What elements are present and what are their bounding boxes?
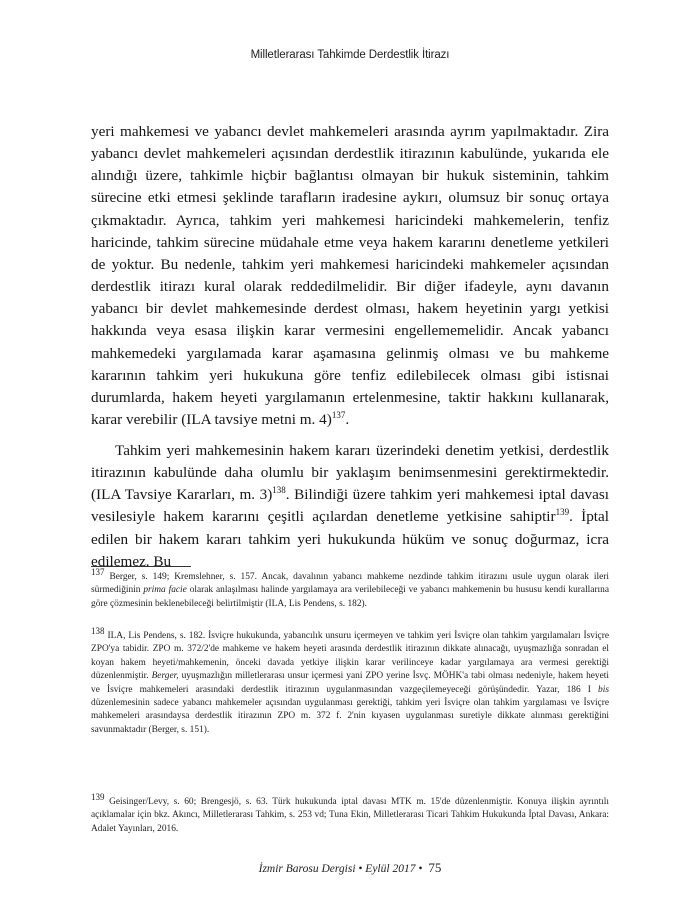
journal-name: İzmir Barosu Dergisi • Eylül 2017 • xyxy=(258,863,423,875)
paragraph-text: Tahkim yeri mahkemesinin hakem kararı üzerindeki denetim yetkisi, derdestlik itirazının kabulünde daha olumlu bir yaklaşım benimsenmesini gerektirmektedir. (ILA Tavsiye Kararları, m. 3) xyxy=(91,442,609,504)
footnote-text-end: düzenlemesinin sadece yabancı mahkemeler açısından uygulanması gerektiği, tahkim yeri İsviçre olan tahkim yargılaması ve İsviçre mahkemeleri arasındaysa derdestlik itirazının ZPO m. 372 f. 2'nin kıyasen uygulanması suretiyle dikkate alınması gerektiğini savunmaktadır (Berger, s. 151). xyxy=(91,698,609,735)
body-paragraph-1 xyxy=(91,121,609,431)
footnote-number: 138 xyxy=(91,625,105,636)
footnote-italic: prima facie xyxy=(143,585,187,596)
footnote-number: 137 xyxy=(91,566,105,577)
footnote-ref-139[interactable]: 139 xyxy=(555,507,570,518)
footnote-text: Berger, s. 149; Kremslehner, s. 157. Ancak, davalının yabancı mahkeme nezdinde tahkim itirazını usule uygun olarak ileri sürmediğinin xyxy=(91,572,609,596)
footnote-text: Geisinger/Levy, s. 60; Brengesjö, s. 63. Türk hukukunda iptal davası MTK m. 15'de düzenlenmiştir. Konuya ilişkin ayrıntılı açıklamalar için bkz. Akıncı, Milletlerarası Tahkim, s. 253 vd; Tuna Ekin, Milletlerarası Ticari Tahkim Hukukunda İptal Davası, Ankara: Adalet Yayınları, 2016. xyxy=(91,797,609,834)
footnote-number: 139 xyxy=(91,791,105,802)
footnote-italic-2: bis xyxy=(598,684,609,695)
paragraph-text: yeri mahkemesi ve yabancı devlet mahkemeleri arasında ayrım yapılmaktadır. Zira yabancı devlet mahkemeleri açısından derdestlik itirazının kabulünde, yukarıda ele alındığı üzere, tahkimle hiçbir bağlantısı olmayan bir hukuk sisteminin, tahkim sürecine etki etmesi şeklinde tarafların iradesine aykırı, olumsuz bir sonuç ortaya çıkmaktadır. Ayrıca, tahkim yeri mahkemesi haricindeki mahkemelerin, tenfiz haricinde, tahkim sürecine müdahale etme veya hakem kararını denetleme yetkileri de yoktur. Bu nedenle, tahkim yeri mahkemesi haricindeki mahkemeler açısından derdestlik itirazı kural olarak reddedilmelidir. Bir diğer ifadeyle, aynı davanın yabancı bir devlet mahkemesinde derdest olması, hakem heyetinin yargı yetkisi hakkında veya esasa ilişkin karar vermesini engellememelidir. Ancak yabancı mahkemedeki yargılamada karar aşamasına gelinmiş olması ve bu mahkeme kararının tahkim yeri hukukuna göre tenfiz edilebilecek olması gibi istisnai durumlarda, hakem heyeti yargılamanın ertelenmesine, taktir hakkını kullanarak, karar verebilir (ILA tavsiye metni m. 4) xyxy=(91,123,609,429)
paragraph-text-3: . İptal edilen bir hakem kararı tahkim yeri hukukunda hüküm ve sonuç doğurmaz, icra edilemez. Bu xyxy=(91,508,609,570)
page-number: 75 xyxy=(428,860,442,875)
paragraph-text-2: . Bilindiği üzere tahkim yeri mahkemesi iptal davası vesilesiyle hakem kararını çeşitli açılardan denetleme yetkisine sahiptir xyxy=(91,486,609,526)
page-footer xyxy=(0,860,700,876)
footnote-text-mid: uyuşmazlığın milletlerarası unsur içermesi yani ZPO yerine İsvç. MÖHK'a tabi olması nedeniyle, hakem heyeti ve İsviçre mahkemeleri arasındaki derdestlik itirazının uygulanmasından vazgeçilemeyeceği görüşündedir. Yazar, 186 I xyxy=(91,671,609,695)
footnote-text-end: olarak anlaşılması halinde yargılamaya ara verilebileceği ve yabancı mahkemenin bu hususu kendi kurallarına göre çözmesinin beklenebileceği belirtilmiştir (ILA, Lis Pendens, s. 182). xyxy=(91,585,610,609)
footnote-text: ILA, Lis Pendens, s. 182. İsviçre hukukunda, yabancılık unsuru içermeyen ve tahkim yeri İsviçre olan tahkim yargılamaları İsviçre ZPO'ya tabidir. ZPO m. 372/2'de mahkeme ve hakem heyeti arasında derdestlik itirazının dikkate alınacağı, uyuşmazlığa sonradan el koyan hakem heyeti/mahkemenin, önceki davada yetkiye ilişkin karar verilinceye kadar yargılamaya ara vermesi gerektiği düzenlenmiştir. xyxy=(91,631,609,682)
body-paragraph-2 xyxy=(91,440,609,571)
paragraph-tail: . xyxy=(345,411,350,429)
footnote-ref-137[interactable]: 137 xyxy=(331,409,346,420)
footnote-138 xyxy=(91,625,609,737)
running-header: Milletlerarası Tahkimde Derdestlik İtirazı xyxy=(250,49,450,61)
footnote-137 xyxy=(91,566,610,611)
footnote-139 xyxy=(91,791,609,836)
footnote-italic: Berger, xyxy=(151,671,179,682)
footnote-divider xyxy=(91,566,191,567)
footnote-ref-138[interactable]: 138 xyxy=(272,485,286,496)
